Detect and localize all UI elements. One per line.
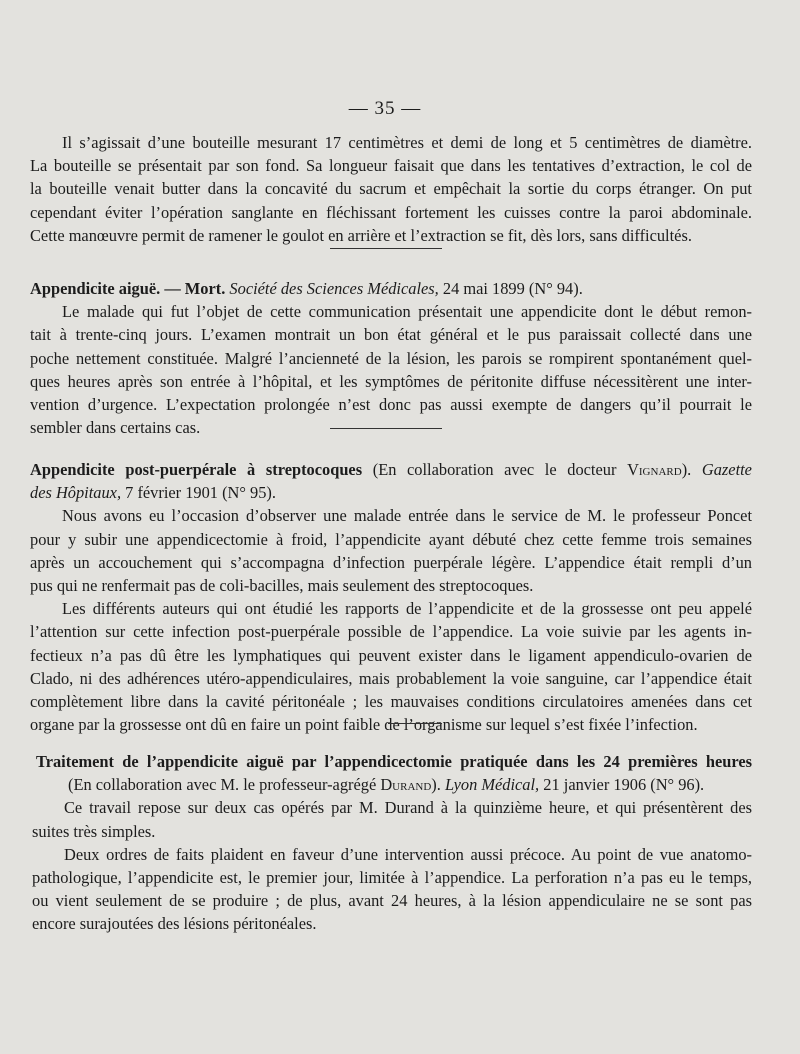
text-line: poche nettement constituée. Malgré l’ancienneté de la lésion, les parois se rompirent spontanément quel- — [30, 348, 752, 368]
text-line: suites très simples. — [32, 821, 156, 841]
collaboration-note-end: ). — [681, 460, 692, 479]
text-line: ou vient seulement de se produire ; de plus, avant 24 heures, à la lésion appendiculaire ne se sont pas — [32, 891, 752, 911]
reference: 21 janvier 1906 (N° 96). — [543, 775, 705, 795]
section-appendicite-post-puerperale — [30, 458, 752, 736]
section-title: Appendicite aiguë. — Mort. — [30, 279, 226, 298]
text-line: cependant éviter l’opération sanglante en fléchissant fortement les cuisses contre la paroi abdominale. — [30, 202, 752, 222]
text-line: pathologique, l’appendicite est, le premier jour, limitée à l’appendice. La perforation n’a pas eu le temps, — [32, 868, 752, 888]
text-line: Cette manœuvre permit de ramener le goulot en arrière et l’extraction se fit, dès lors, sans difficultés. — [30, 225, 692, 245]
journal-name: Lyon Médical, — [444, 775, 540, 795]
text-line: ques heures après son entrée à l’hôpital, et les symptômes de péritonite diffuse nécessitèrent une inter- — [30, 371, 752, 391]
journal-name: Société des Sciences Médicales, — [229, 279, 439, 298]
text-line: tait à trente-cinq jours. L’examen montrait un bon état général et le pus paraissait collecté dans une — [30, 325, 752, 345]
collaboration-note-end: ). — [431, 775, 441, 795]
intro-paragraph — [30, 131, 752, 247]
journal-name: des Hôpitaux, — [30, 483, 122, 503]
reference: 24 mai 1899 (N° 94). — [442, 279, 583, 298]
text-line: l’attention sur cette infection post-puerpérale possible de l’appendice. La voie suivie par les agents in- — [30, 622, 752, 642]
collaborator-name: Durand — [380, 775, 432, 795]
text-line: vention d’urgence. L’expectation prolongée n’est donc pas aussi exempte de dangers qu’il pourrait le — [30, 395, 752, 415]
page-number: — 35 — — [348, 98, 422, 119]
section-title-text: Traitement de l’appendicite aiguë par l’appendicectomie pratiquée dans les 24 premières heures — [36, 752, 752, 771]
section-heading-cont — [30, 481, 752, 504]
collaboration-note: (En collaboration avec M. le professeur-agrégé — [68, 775, 377, 795]
text-line: la bouteille venait butter dans la concavité du sacrum et empêchait la sortie du corps étranger. On put — [30, 179, 752, 199]
text-line: organe par la grossesse ont dû en faire un point faible de l’organisme sur lequel s’est fixée l’infection. — [30, 715, 698, 735]
text-line: La bouteille se présentait par son fond. Sa longueur faisait que dans les tentatives d’extraction, le col de — [30, 156, 752, 176]
section-title — [36, 750, 752, 773]
section-divider — [388, 723, 442, 724]
collaboration-note: (En collaboration avec le docteur — [372, 460, 617, 479]
text-line: Deux ordres de faits plaident en faveur d’une intervention aussi précoce. Au point de vue anatomo- — [64, 844, 752, 864]
text-line: sembler dans certains cas. — [30, 418, 201, 438]
section-appendicite-aigue — [30, 277, 752, 439]
text-line: Nous avons eu l’occasion d’observer une malade entrée dans le service de M. le professeur Poncet — [62, 506, 752, 526]
text-line: encore surajoutées des lésions péritonéales. — [32, 914, 317, 934]
text-line: Il s’agissait d’une bouteille mesurant 17 centimètres et demi de long et 5 centimètres de diamètre. — [62, 133, 752, 152]
journal-name: Gazette — [701, 460, 752, 479]
text-line: complètement libre dans la cavité péritonéale ; les mauvaises conditions circulatoires amenées dans cet — [30, 692, 752, 712]
section-heading-cont — [36, 773, 752, 796]
text-line: fectieux n’a pas dû être les lymphatiques qui peuvent exister dans le ligament appendiculo-ovarien de — [30, 645, 752, 665]
text-line: Ce travail repose sur deux cas opérés par M. Durand à la quinzième heure, et qui présentèrent des — [64, 798, 752, 818]
text-line: pour y subir une appendicectomie à froid, l’appendicite ayant débuté chez cette femme trois semaines — [30, 529, 752, 549]
section-divider — [330, 428, 442, 429]
section-title: Appendicite post-puerpérale à streptocoques — [30, 460, 363, 479]
section-heading — [30, 458, 752, 481]
text-line: pus qui ne renfermait pas de coli-bacilles, mais seulement des streptocoques. — [30, 576, 534, 596]
section-divider — [330, 248, 442, 249]
collaborator-name: Vignard — [627, 460, 682, 479]
text-line: Les différents auteurs qui ont étudié les rapports de l’appendicite et de la grossesse ont peu appelé — [62, 599, 752, 619]
section-heading — [30, 277, 752, 300]
text-line: après un accouchement qui s’accompagna d’infection puerpérale légère. L’appendice était rempli d’un — [30, 552, 752, 572]
reference: 7 février 1901 (N° 95). — [125, 483, 276, 503]
text-line: Clado, ni des adhérences utéro-appendiculaires, mais probablement la voie sanguine, car l’appendice était — [30, 668, 752, 688]
text-line: Le malade qui fut l’objet de cette communication présentait une appendicite dont le début remon- — [62, 302, 752, 322]
section-traitement — [32, 750, 752, 936]
